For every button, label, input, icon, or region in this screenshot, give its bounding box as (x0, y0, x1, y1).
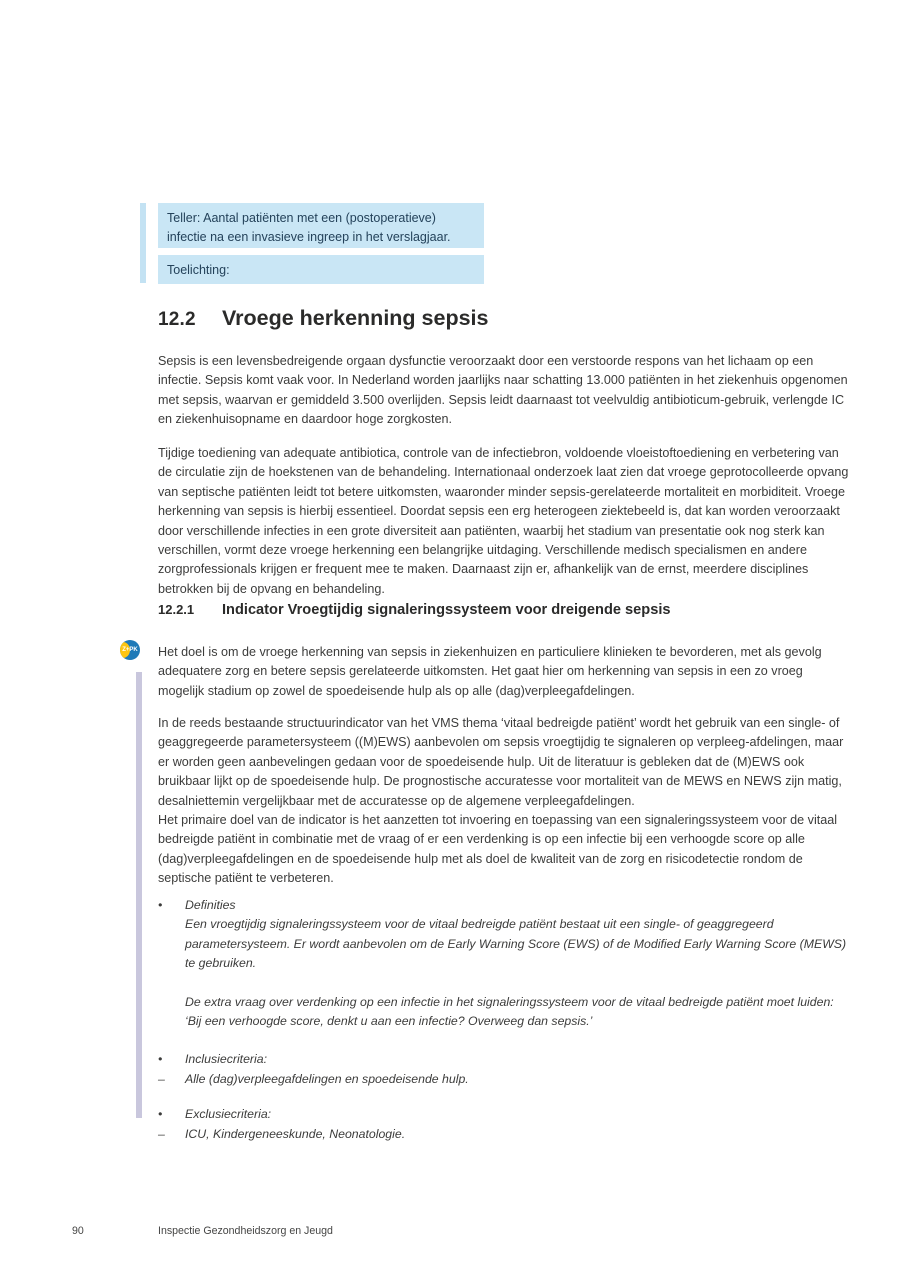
bullet-marker: • (158, 1107, 163, 1122)
toelichting-info-box (158, 255, 484, 284)
exclusie-label: Exclusiecriteria: (185, 1107, 272, 1122)
section-paragraph-2: Tijdige toediening van adequate antibiotica, controle van de infectiebron, voldoende vloeistoftoediening en verbetering van de circulatie zijn de hoekstenen van de behandeling. Internationaal onderzoek laat zien dat vroege geprotocolleerde opvang van septische patiënten leidt tot betere uitkomsten, waaronder minder sepsis-gerelateerde mortaliteit en morbiditeit. Vroege herkenning van sepsis is hierbij essentieel. Doordat sepsis een erg heterogeen ziektebeeld is, dat kan worden veroorzaakt door verschillende infecties in een grote diversiteit aan patiënten, waarbij het stadium van presentatie ook nog sterk kan verschillen, vormt deze vroege herkenning een belangrijke uitdaging. Verschillende medisch specialismen en andere zorgprofessionals krijgen er frequent mee te maken. Daarnaast zijn er, afhankelijk van de ernst, meerdere disciplines betrokken bij de opvang en behandeling. (158, 446, 849, 596)
zpk-logo-label: Z+PK (122, 646, 138, 653)
subsection-title: Indicator Vroegtijdig signaleringssysteem voor dreigende sepsis (222, 602, 671, 618)
zpk-logo-icon (120, 640, 140, 660)
list-item-inclusie-entry (158, 1070, 850, 1089)
section-number: 12.2 (158, 309, 196, 330)
indicator-paragraph-1: In de reeds bestaande structuurindicator van het VMS thema ‘vitaal bedreigde patiënt’ wordt het gebruik van een single- of geaggregeerde parametersysteem ((M)EWS) aanbevolen om sepsis vroegtijdig te signaleren op verpleeg-afdelingen, maar er worden geen aanbevelingen gedaan voor de spoedeisende hulp. Uit de literatuur is gebleken dat de (M)EWS ook bruikbaar lijkt op de spoedeisende hulp. De prognostische accuratesse voor mortaliteit van de MEWS en NEWS zijn matig, desalniettemin vergelijkbaar met de accuratesse op de algemene verpleegafdelingen. (158, 716, 844, 808)
bullet-marker: • (158, 898, 163, 912)
subsection-heading (158, 602, 671, 618)
info-box-accent-stripe (140, 203, 146, 283)
inclusie-item: Alle (dag)verpleegafdelingen en spoedeisende hulp. (185, 1071, 469, 1086)
section-title: Vroege herkenning sepsis (222, 306, 489, 330)
page-number: 90 (72, 1225, 84, 1237)
definities-label: Definities (185, 898, 236, 912)
margin-accent-bar (136, 672, 142, 1118)
section-heading (158, 306, 488, 331)
teller-info-box (158, 203, 484, 248)
list-spacer (158, 1089, 850, 1105)
subsection-number: 12.2.1 (158, 602, 195, 617)
criteria-list (158, 896, 850, 1144)
footer-publisher: Inspectie Gezondheidszorg en Jeugd (158, 1225, 333, 1237)
list-item-exclusie-entry (158, 1125, 850, 1144)
bullet-marker: • (158, 1052, 163, 1067)
list-spacer (158, 974, 850, 993)
inclusie-label: Inclusiecriteria: (185, 1052, 268, 1067)
teller-text: Teller: Aantal patiënten met een (postoperatieve) infectie na een invasieve ingreep in het verslagjaar. (167, 211, 451, 244)
list-item-definities-body-1 (158, 915, 850, 973)
list-item-definities (158, 896, 850, 915)
doel-paragraph: Het doel is om de vroege herkenning van sepsis in ziekenhuizen en particuliere klinieken te bevorderen, met als gevolg adequatere zorg en betere sepsis gerelateerde uitkomsten. Het gaat hier om herkenning van sepsis in een zo vroeg mogelijk stadium op zowel de spoedeisende hulp als op alle (dag)verpleegafdelingen. (158, 645, 822, 698)
toelichting-text: Toelichting: (167, 263, 230, 277)
section-paragraph-1: Sepsis is een levensbedreigende orgaan dysfunctie veroorzaakt door een verstoorde respons van het lichaam op een infectie. Sepsis komt vaak voor. In Nederland worden jaarlijks naar schatting 13.000 patiënten in het ziekenhuis opgenomen met sepsis, waarvan er gemiddeld 3.500 overlijden. Sepsis leidt daarnaast tot veelvuldig antibioticum-gebruik, verlengde IC en ziekenhuisopname en daardoor hoge zorgkosten. (158, 354, 848, 427)
definities-body-2: De extra vraag over verdenking op een infectie in het signaleringssysteem voor de vitaal bedreigde patiënt moet luiden: ‘Bij een verhoogde score, denkt u aan een infectie? Overweeg dan sepsis.’ (185, 994, 834, 1029)
list-item-definities-body-2 (158, 993, 850, 1032)
list-item-inclusiecriteria (158, 1050, 850, 1069)
indicator-paragraph-block (158, 714, 850, 889)
dash-marker: – (158, 1071, 165, 1086)
list-item-exclusiecriteria (158, 1105, 850, 1124)
exclusie-item: ICU, Kindergeneeskunde, Neonatologie. (185, 1126, 406, 1141)
list-spacer (158, 1031, 850, 1050)
dash-marker: – (158, 1126, 165, 1141)
indicator-paragraph-2: Het primaire doel van de indicator is het aanzetten tot invoering en toepassing van een signaleringssysteem voor de vitaal bedreigde patiënt in combinatie met de vraag of er een verdenking is op een infectie bij een verhoogde score op alle (dag)verpleegafdelingen en de spoedeisende hulp met als doel de kwaliteit van de zorg en risicodetectie rondom de septische patiënt te verbeteren. (158, 813, 838, 886)
definities-body-1: Een vroegtijdig signaleringssysteem voor de vitaal bedreigde patiënt bestaat uit een single- of geaggregeerd parametersysteem. Er wordt aanbevolen om de Early Warning Score (EWS) of de Modified Early Warning Score (MEWS) te gebruiken. (185, 917, 847, 971)
